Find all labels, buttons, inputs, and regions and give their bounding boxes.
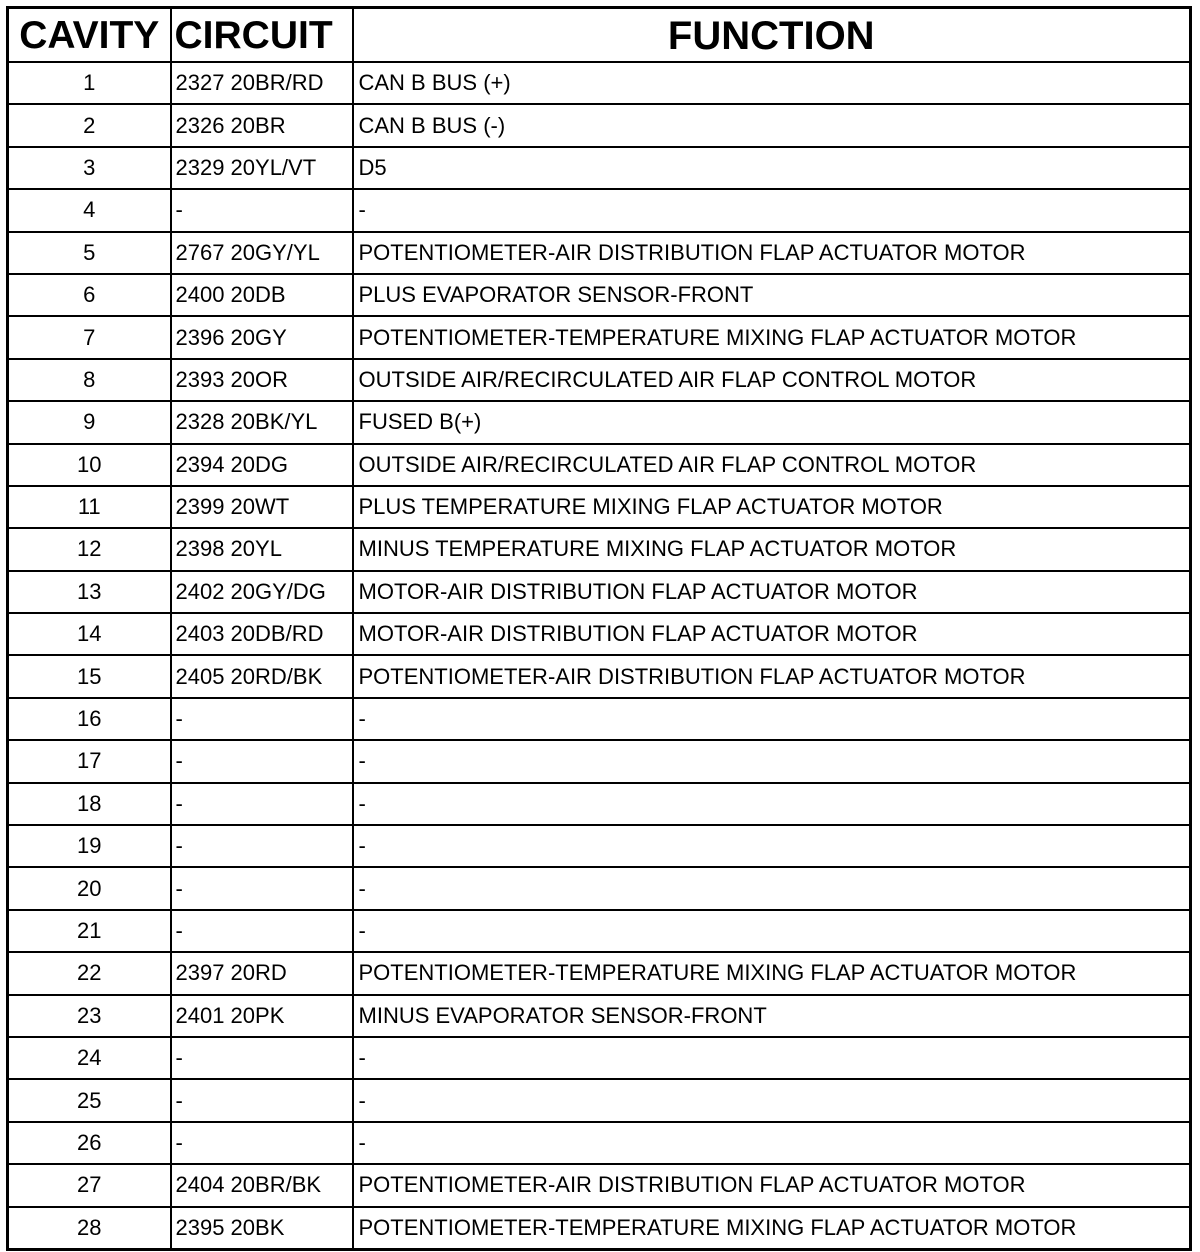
function-cell: - — [353, 867, 1191, 909]
function-cell: - — [353, 1079, 1191, 1121]
circuit-cell: - — [171, 698, 353, 740]
connector-pinout-table — [6, 6, 1192, 1251]
circuit-cell: 2399 20WT — [171, 486, 353, 528]
circuit-cell: 2394 20DG — [171, 444, 353, 486]
circuit-cell: 2393 20OR — [171, 359, 353, 401]
table-row — [8, 825, 1191, 867]
cavity-cell: 22 — [8, 952, 171, 994]
cavity-cell: 15 — [8, 655, 171, 697]
function-cell: - — [353, 1122, 1191, 1164]
circuit-cell: 2405 20RD/BK — [171, 655, 353, 697]
cavity-cell: 25 — [8, 1079, 171, 1121]
function-cell: POTENTIOMETER-TEMPERATURE MIXING FLAP ACTUATOR MOTOR — [353, 952, 1191, 994]
cavity-cell: 4 — [8, 189, 171, 231]
circuit-cell: 2400 20DB — [171, 274, 353, 316]
function-cell: - — [353, 910, 1191, 952]
function-cell: MOTOR-AIR DISTRIBUTION FLAP ACTUATOR MOTOR — [353, 571, 1191, 613]
function-cell: - — [353, 189, 1191, 231]
cavity-cell: 2 — [8, 104, 171, 146]
function-cell: PLUS TEMPERATURE MIXING FLAP ACTUATOR MOTOR — [353, 486, 1191, 528]
function-cell: POTENTIOMETER-TEMPERATURE MIXING FLAP ACTUATOR MOTOR — [353, 1207, 1191, 1250]
function-cell: FUSED B(+) — [353, 401, 1191, 443]
cavity-cell: 16 — [8, 698, 171, 740]
table-row — [8, 1037, 1191, 1079]
table-row — [8, 910, 1191, 952]
cavity-header: CAVITY — [8, 8, 171, 63]
function-cell: D5 — [353, 147, 1191, 189]
cavity-cell: 18 — [8, 783, 171, 825]
table-row — [8, 62, 1191, 104]
table-row — [8, 995, 1191, 1037]
table-row — [8, 1164, 1191, 1206]
circuit-cell: 2326 20BR — [171, 104, 353, 146]
function-cell: - — [353, 1037, 1191, 1079]
cavity-cell: 28 — [8, 1207, 171, 1250]
cavity-cell: 21 — [8, 910, 171, 952]
table-row — [8, 783, 1191, 825]
circuit-cell: 2402 20GY/DG — [171, 571, 353, 613]
function-cell: POTENTIOMETER-TEMPERATURE MIXING FLAP ACTUATOR MOTOR — [353, 316, 1191, 358]
cavity-cell: 10 — [8, 444, 171, 486]
circuit-cell: - — [171, 1122, 353, 1164]
cavity-cell: 19 — [8, 825, 171, 867]
cavity-cell: 12 — [8, 528, 171, 570]
circuit-cell: - — [171, 189, 353, 231]
cavity-cell: 13 — [8, 571, 171, 613]
function-cell: CAN B BUS (+) — [353, 62, 1191, 104]
table-row — [8, 274, 1191, 316]
circuit-cell: 2329 20YL/VT — [171, 147, 353, 189]
circuit-cell: - — [171, 1037, 353, 1079]
function-cell: - — [353, 698, 1191, 740]
function-cell: OUTSIDE AIR/RECIRCULATED AIR FLAP CONTROL MOTOR — [353, 444, 1191, 486]
circuit-cell: 2328 20BK/YL — [171, 401, 353, 443]
table-row — [8, 613, 1191, 655]
circuit-cell: 2404 20BR/BK — [171, 1164, 353, 1206]
header-row — [8, 8, 1191, 63]
cavity-cell: 11 — [8, 486, 171, 528]
table-row — [8, 401, 1191, 443]
circuit-cell: 2396 20GY — [171, 316, 353, 358]
function-cell: POTENTIOMETER-AIR DISTRIBUTION FLAP ACTUATOR MOTOR — [353, 1164, 1191, 1206]
circuit-cell: 2401 20PK — [171, 995, 353, 1037]
table-row — [8, 867, 1191, 909]
pin-rows — [8, 62, 1191, 1249]
circuit-cell: 2767 20GY/YL — [171, 232, 353, 274]
function-cell: - — [353, 825, 1191, 867]
table-row — [8, 147, 1191, 189]
cavity-cell: 20 — [8, 867, 171, 909]
table-row — [8, 1079, 1191, 1121]
cavity-cell: 7 — [8, 316, 171, 358]
function-cell: PLUS EVAPORATOR SENSOR-FRONT — [353, 274, 1191, 316]
circuit-cell: 2397 20RD — [171, 952, 353, 994]
table-row — [8, 232, 1191, 274]
circuit-cell: - — [171, 1079, 353, 1121]
function-cell: - — [353, 740, 1191, 782]
table-row — [8, 316, 1191, 358]
table-row — [8, 359, 1191, 401]
function-cell: MINUS TEMPERATURE MIXING FLAP ACTUATOR MOTOR — [353, 528, 1191, 570]
cavity-cell: 1 — [8, 62, 171, 104]
cavity-cell: 14 — [8, 613, 171, 655]
table-row — [8, 740, 1191, 782]
circuit-cell: - — [171, 783, 353, 825]
circuit-cell: - — [171, 825, 353, 867]
cavity-cell: 23 — [8, 995, 171, 1037]
function-header: FUNCTION — [353, 8, 1191, 63]
cavity-cell: 26 — [8, 1122, 171, 1164]
cavity-cell: 24 — [8, 1037, 171, 1079]
cavity-cell: 17 — [8, 740, 171, 782]
cavity-cell: 6 — [8, 274, 171, 316]
function-cell: - — [353, 783, 1191, 825]
table-row — [8, 486, 1191, 528]
table-row — [8, 444, 1191, 486]
table-row — [8, 528, 1191, 570]
cavity-cell: 5 — [8, 232, 171, 274]
function-cell: OUTSIDE AIR/RECIRCULATED AIR FLAP CONTROL MOTOR — [353, 359, 1191, 401]
circuit-header: CIRCUIT — [171, 8, 353, 63]
table-row — [8, 952, 1191, 994]
circuit-cell: 2398 20YL — [171, 528, 353, 570]
circuit-cell: - — [171, 910, 353, 952]
function-cell: POTENTIOMETER-AIR DISTRIBUTION FLAP ACTUATOR MOTOR — [353, 655, 1191, 697]
circuit-cell: 2327 20BR/RD — [171, 62, 353, 104]
table-row — [8, 104, 1191, 146]
table-row — [8, 1122, 1191, 1164]
cavity-cell: 8 — [8, 359, 171, 401]
table-row — [8, 1207, 1191, 1250]
cavity-cell: 9 — [8, 401, 171, 443]
table-row — [8, 698, 1191, 740]
function-cell: MOTOR-AIR DISTRIBUTION FLAP ACTUATOR MOTOR — [353, 613, 1191, 655]
function-cell: MINUS EVAPORATOR SENSOR-FRONT — [353, 995, 1191, 1037]
circuit-cell: - — [171, 867, 353, 909]
cavity-cell: 27 — [8, 1164, 171, 1206]
circuit-cell: - — [171, 740, 353, 782]
table-row — [8, 189, 1191, 231]
cavity-cell: 3 — [8, 147, 171, 189]
function-cell: CAN B BUS (-) — [353, 104, 1191, 146]
circuit-cell: 2395 20BK — [171, 1207, 353, 1250]
function-cell: POTENTIOMETER-AIR DISTRIBUTION FLAP ACTUATOR MOTOR — [353, 232, 1191, 274]
circuit-cell: 2403 20DB/RD — [171, 613, 353, 655]
table-row — [8, 655, 1191, 697]
table-row — [8, 571, 1191, 613]
